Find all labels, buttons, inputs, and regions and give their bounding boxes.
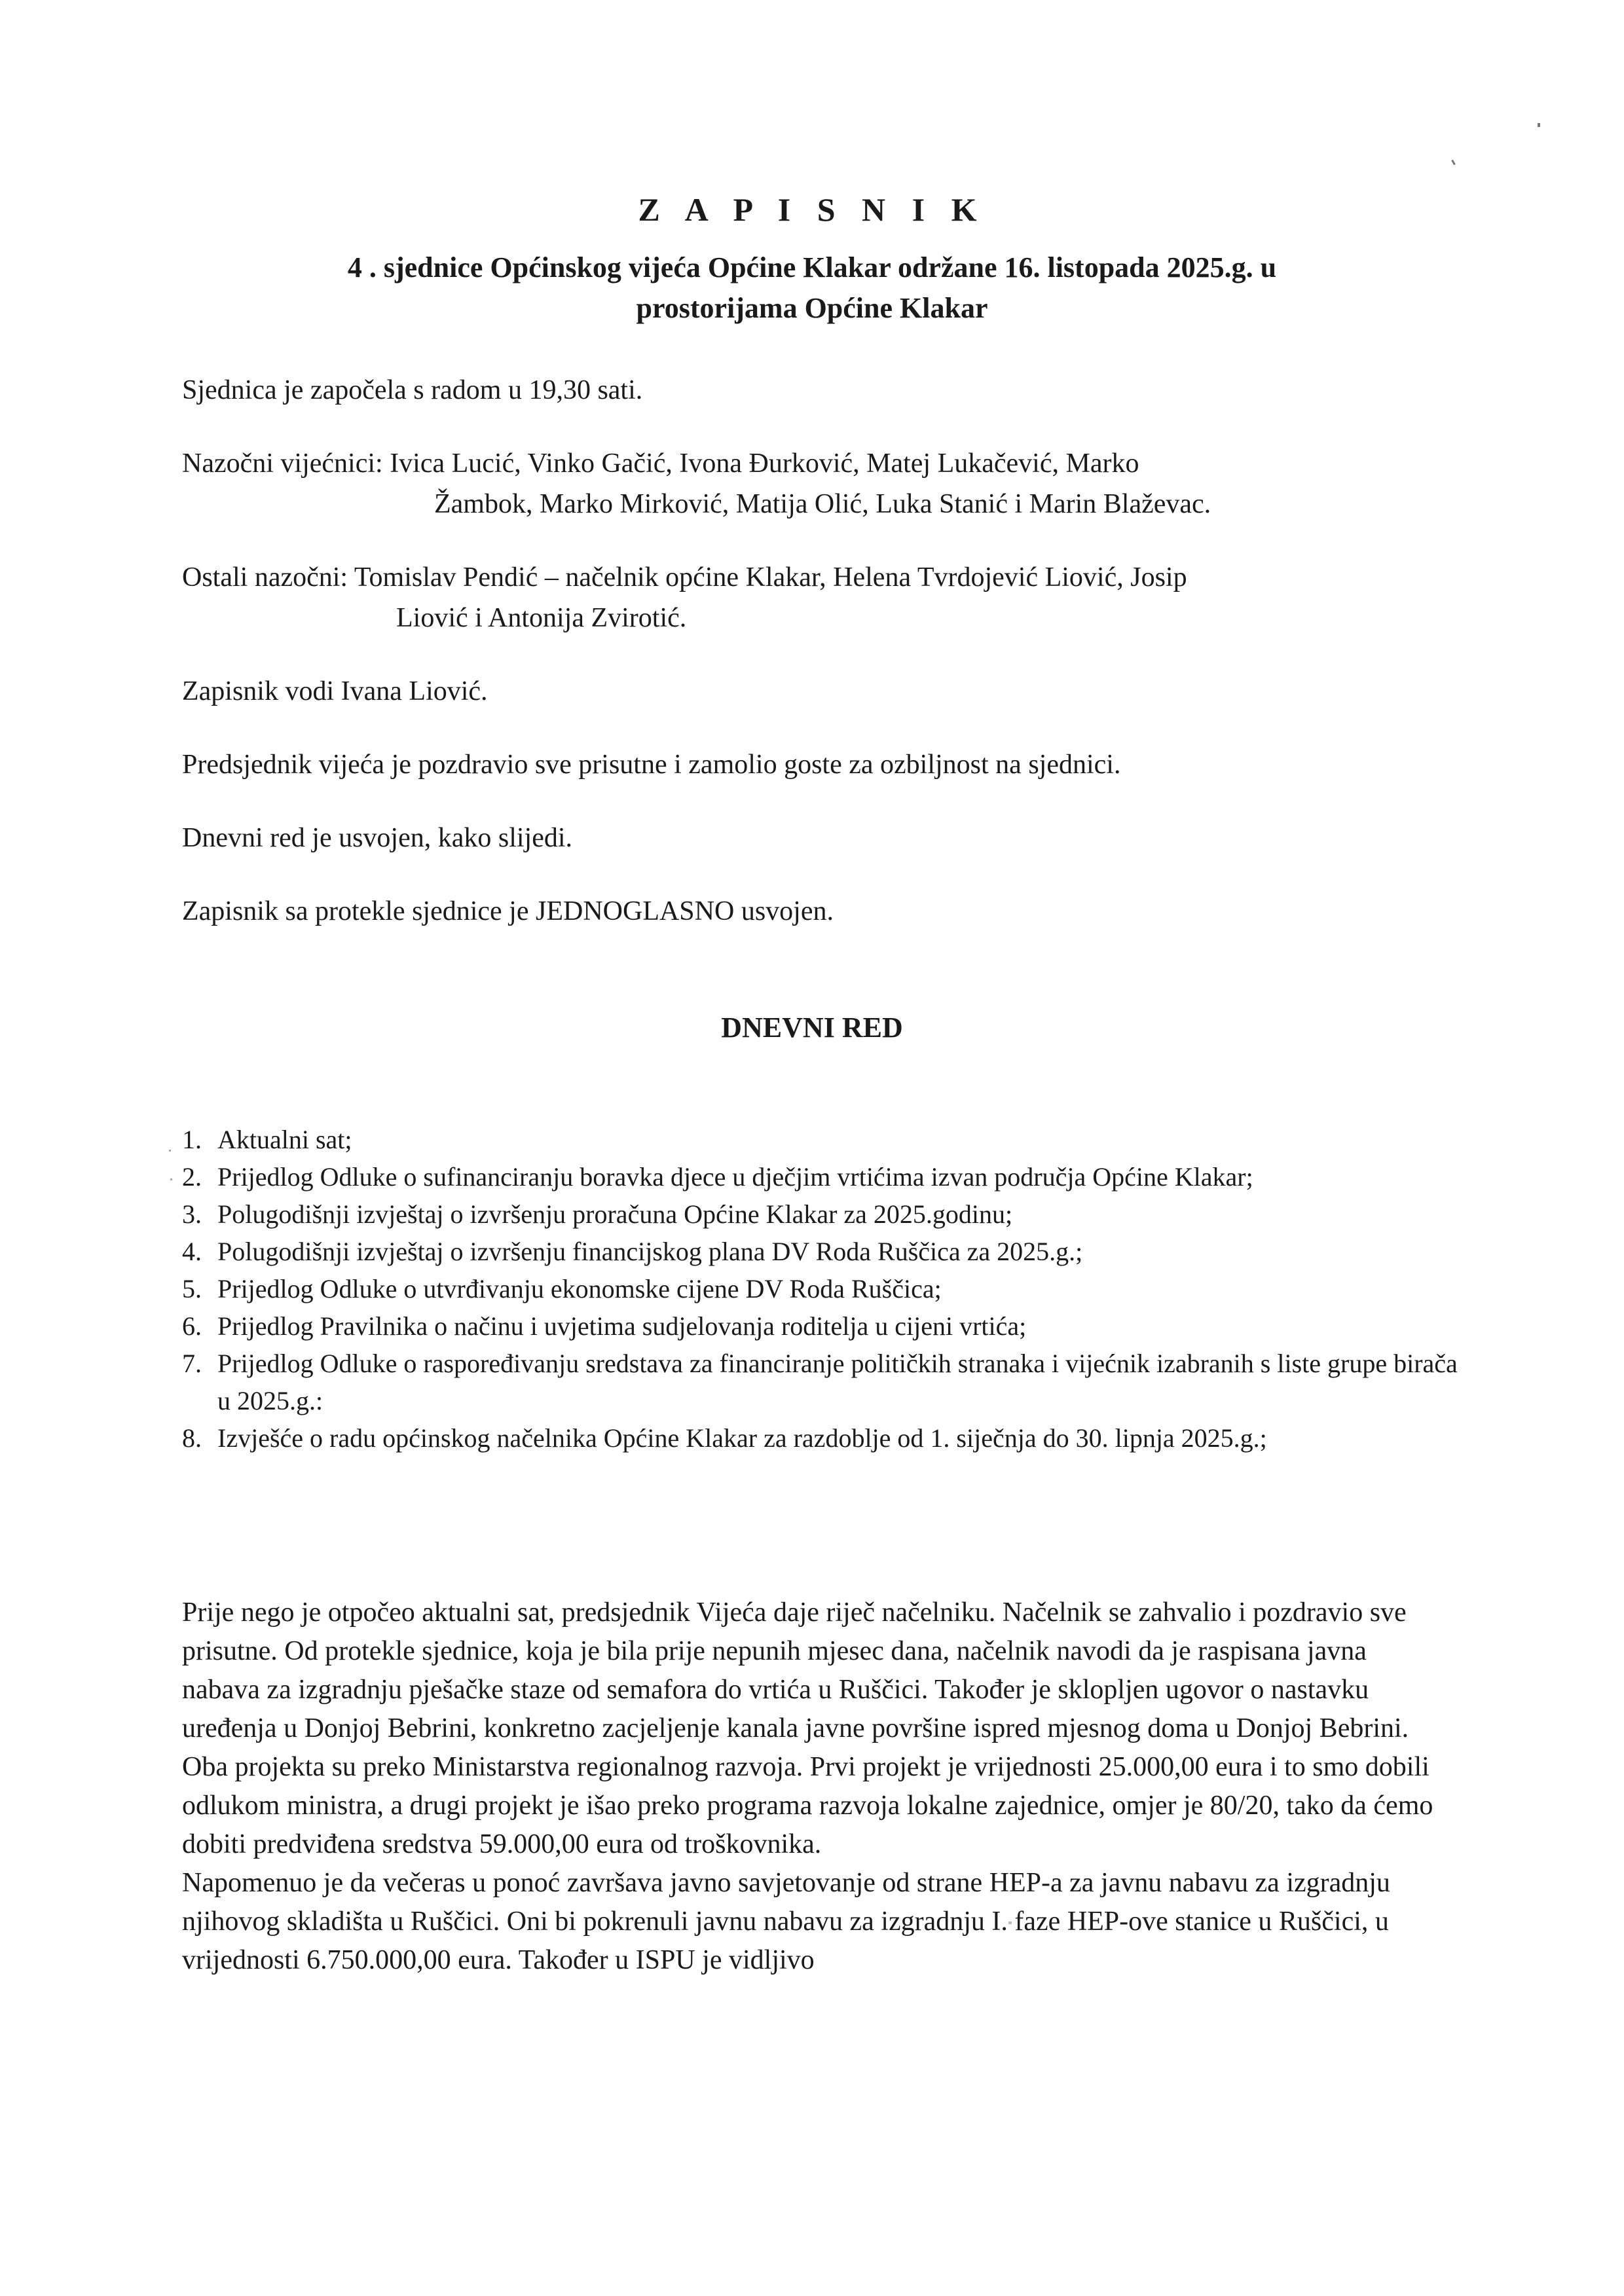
agenda-item-text: Prijedlog Odluke o utvrđivanju ekonomske cijene DV Roda Ruščica;: [217, 1274, 942, 1303]
agenda-item: [182, 1345, 1466, 1419]
minutes-adopted-text: Zapisnik sa protekle sjednice je JEDNOGLASNO usvojen.: [182, 896, 834, 926]
agenda-item: [182, 1270, 1466, 1307]
agenda-item-number: 8.: [182, 1423, 202, 1453]
body-paragraph: Prije nego je otpočeo aktualni sat, predsjednik Vijeća daje riječ načelniku. Načelnik se zahvalio i pozdravio sve prisutne. Od protekle sjednice, koja je bila prije nepunih mjesec dana, načelnik navodi da je raspisana javna nabava za izgradnju pješačke staze od semafora do vrtića u Ruščici. Također je sklopljen ugovor o nastavku uređenja u Donjoj Bebrini, konkretno zacjeljenje kanala javne površine ispred mjesnog doma u Donjoj Bebrini. Oba projekta su preko Ministarstva regionalnog razvoja. Prvi projekt je vrijednosti 25.000,00 eura i to smo dobili odlukom ministra, a drugi projekt je išao preko programa razvoja lokalne zajednice, omjer je 80/20, tako da ćemo dobiti predviđena sredstva 59.000,00 eura od troškovnika.: [182, 1597, 1433, 1859]
agenda-item-text: Aktualni sat;: [217, 1125, 352, 1154]
agenda-adopted-text: Dnevni red je usvojen, kako slijedi.: [182, 823, 573, 853]
agenda-item: [182, 1158, 1466, 1195]
agenda-heading: DNEVNI RED: [721, 1011, 903, 1044]
agenda-item-text: Prijedlog Odluke o sufinanciranju boravka djece u dječjim vrtićima izvan područja Općine Klakar;: [217, 1162, 1253, 1192]
agenda-item-number: 4.: [182, 1237, 202, 1266]
agenda-item-number: 3.: [182, 1199, 202, 1229]
agenda-item-number: 6.: [182, 1311, 202, 1341]
agenda-item: [182, 1121, 1466, 1158]
agenda-item-number: 2.: [182, 1162, 202, 1192]
document-subtitle: [249, 247, 1375, 329]
agenda-item-text: Izvješće o radu općinskog načelnika Općine Klakar za razdoblje od 1. siječnja do 30. lipnja 2025.g.;: [217, 1423, 1267, 1453]
scan-speck: [170, 1178, 172, 1180]
agenda-item-text: Polugodišnji izvještaj o izvršenju financijskog plana DV Roda Ruščica za 2025.g.;: [217, 1237, 1083, 1266]
agenda-list: [182, 1121, 1466, 1457]
agenda-item: [182, 1233, 1466, 1270]
councillors-line-1: Nazočni vijećnici: Ivica Lucić, Vinko Gačić, Ivona Đurković, Matej Lukačević, Marko: [182, 448, 1139, 479]
minutes-body: [182, 1594, 1439, 1980]
councillors-line-2: Žambok, Marko Mirković, Matija Olić, Luka Stanić i Marin Blaževac.: [434, 489, 1211, 519]
agenda-item-number: 5.: [182, 1274, 202, 1303]
agenda-item-text: Prijedlog Odluke o raspoređivanju sredstava za financiranje političkih stranaka i vijećnik izabranih s liste grupe birača u 2025.g.:: [217, 1349, 1458, 1415]
session-start-text: Sjednica je započela s radom u 19,30 sati.: [182, 375, 643, 405]
agenda-item-number: 7.: [182, 1349, 202, 1378]
agenda-item-text: Prijedlog Pravilnika o načinu i uvjetima sudjelovanja roditelja u cijeni vrtića;: [217, 1311, 1027, 1341]
subtitle-line-1: 4 . sjednice Općinskog vijeća Općine Klakar održane 16. listopada 2025.g. u: [347, 251, 1277, 283]
document-title: Z A P I S N I K: [638, 191, 986, 228]
greeting-text: Predsjednik vijeća je pozdravio sve prisutne i zamolio goste za ozbiljnost na sjednici.: [182, 750, 1121, 780]
subtitle-line-2: prostorijama Općine Klakar: [636, 292, 988, 324]
scan-speck: [1538, 123, 1540, 127]
agenda-item-text: Polugodišnji izvještaj o izvršenju proračuna Općine Klakar za 2025.godinu;: [217, 1199, 1013, 1229]
agenda-item: [182, 1195, 1466, 1233]
scan-speck: [169, 1150, 171, 1152]
scan-speck: [1451, 160, 1456, 165]
others-present-line-2: Liović i Antonija Zvirotić.: [396, 603, 687, 633]
agenda-item: [182, 1419, 1466, 1457]
agenda-item: [182, 1307, 1466, 1345]
minutes-keeper-text: Zapisnik vodi Ivana Liović.: [182, 676, 488, 706]
agenda-item-number: 1.: [182, 1125, 202, 1154]
others-present-line-1: Ostali nazočni: Tomislav Pendić – načelnik općine Klakar, Helena Tvrdojević Liović, Josip: [182, 562, 1187, 592]
body-paragraph: Napomenuo je da večeras u ponoć završava javno savjetovanje od strane HEP-a za javnu nabavu za izgradnju njihovog skladišta u Ruščici. Oni bi pokrenuli javnu nabavu za izgradnju I. faze HEP-ove stanice u Ruščici, u vrijednosti 6.750.000,00 eura. Također u ISPU je vidljivo: [182, 1868, 1390, 1975]
